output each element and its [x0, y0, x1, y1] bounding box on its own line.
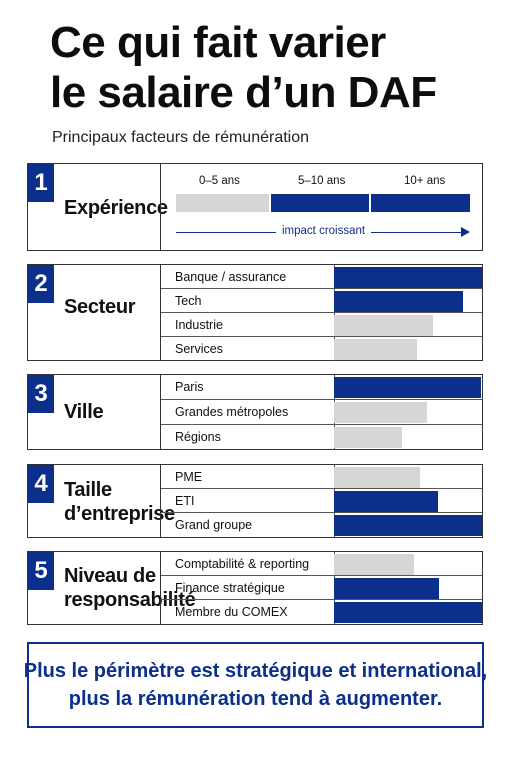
level-bar: [334, 267, 482, 288]
factor-label: [64, 196, 168, 220]
factor-panel-taille-entreprise: [27, 464, 483, 538]
factor-row: [161, 337, 482, 361]
conclusion-box: [23, 642, 488, 728]
factor-row: [161, 289, 482, 313]
factor-row-label: Grandes métropoles: [175, 405, 289, 419]
level-bar: [334, 291, 463, 312]
factor-panel-secteur: [27, 264, 483, 361]
level-bar: [334, 554, 414, 575]
level-bar: [334, 315, 433, 336]
factor-row: [161, 576, 482, 600]
conclusion-line-1: Plus le périmètre est stratégique et international,: [23, 660, 488, 682]
factor-label-line: Secteur: [64, 296, 136, 318]
level-bar: [334, 402, 427, 423]
level-bar: [334, 427, 402, 448]
factor-label-line: responsabilité: [64, 589, 196, 611]
experience-segment-low: [176, 194, 269, 212]
factor-label: [64, 478, 175, 526]
level-bar: [334, 515, 482, 536]
factor-row-label: Services: [175, 342, 223, 356]
panel-divider: [160, 164, 161, 250]
factor-number: 1: [28, 164, 54, 202]
factor-label-line: Taille: [64, 479, 112, 501]
factor-label: [64, 400, 103, 424]
experience-segment-high: [371, 194, 470, 212]
factor-row-label: Tech: [175, 294, 202, 308]
factor-row-label: Membre du COMEX: [175, 605, 288, 619]
factor-row-label: Finance stratégique: [175, 581, 285, 595]
subtitle: Principaux facteurs de rémunération: [52, 129, 310, 146]
impact-arrow-label: impact croissant: [276, 225, 371, 237]
factor-row-label: Paris: [175, 380, 204, 394]
factor-row-label: Comptabilité & reporting: [175, 557, 310, 571]
factor-row-label: PME: [175, 470, 203, 484]
level-bar: [334, 467, 420, 488]
level-bar: [334, 602, 482, 623]
factor-row: [161, 600, 482, 624]
factor-row: [161, 265, 482, 289]
factor-row: [161, 465, 482, 489]
factor-number: 4: [28, 465, 54, 503]
page-title: [50, 18, 437, 118]
factor-row: [161, 513, 482, 537]
factor-row: [161, 375, 482, 400]
factor-number: 2: [28, 265, 54, 303]
factor-panel-experience: [27, 163, 483, 251]
factor-label-line: d’entreprise: [64, 503, 175, 525]
experience-segment-mid: [271, 194, 369, 212]
experience-column-label: 5–10 ans: [298, 175, 346, 187]
factor-label-line: Expérience: [64, 197, 168, 219]
factor-row: [161, 313, 482, 337]
factor-number: 3: [28, 375, 54, 413]
factor-row: [161, 552, 482, 576]
conclusion-line-2: plus la rémunération tend à augmenter.: [68, 688, 443, 710]
factor-row-label: Grand groupe: [175, 518, 253, 532]
factor-row: [161, 489, 482, 513]
arrow-right-icon: [461, 227, 470, 237]
factor-row-label: ETI: [175, 494, 195, 508]
level-bar: [334, 578, 439, 599]
title-line-1: Ce qui fait varier: [50, 18, 386, 67]
level-bar: [334, 491, 438, 512]
experience-column-label: 0–5 ans: [199, 175, 240, 187]
level-bar: [334, 377, 481, 398]
factor-row-label: Régions: [175, 430, 221, 444]
factor-row: [161, 400, 482, 425]
factor-panel-niveau-responsabilite: [27, 551, 483, 625]
factor-label-line: Ville: [64, 401, 104, 423]
factor-panel-ville: [27, 374, 483, 450]
level-bar: [334, 339, 417, 360]
experience-column-label: 10+ ans: [404, 175, 446, 187]
factor-row: [161, 425, 482, 450]
factor-row-label: Industrie: [175, 318, 223, 332]
factor-label: [64, 295, 135, 319]
title-line-2: le salaire d’un DAF: [50, 68, 437, 117]
factor-row-label: Banque / assurance: [175, 270, 287, 284]
factor-number: 5: [28, 552, 54, 590]
factor-label-line: Niveau de: [64, 565, 156, 587]
